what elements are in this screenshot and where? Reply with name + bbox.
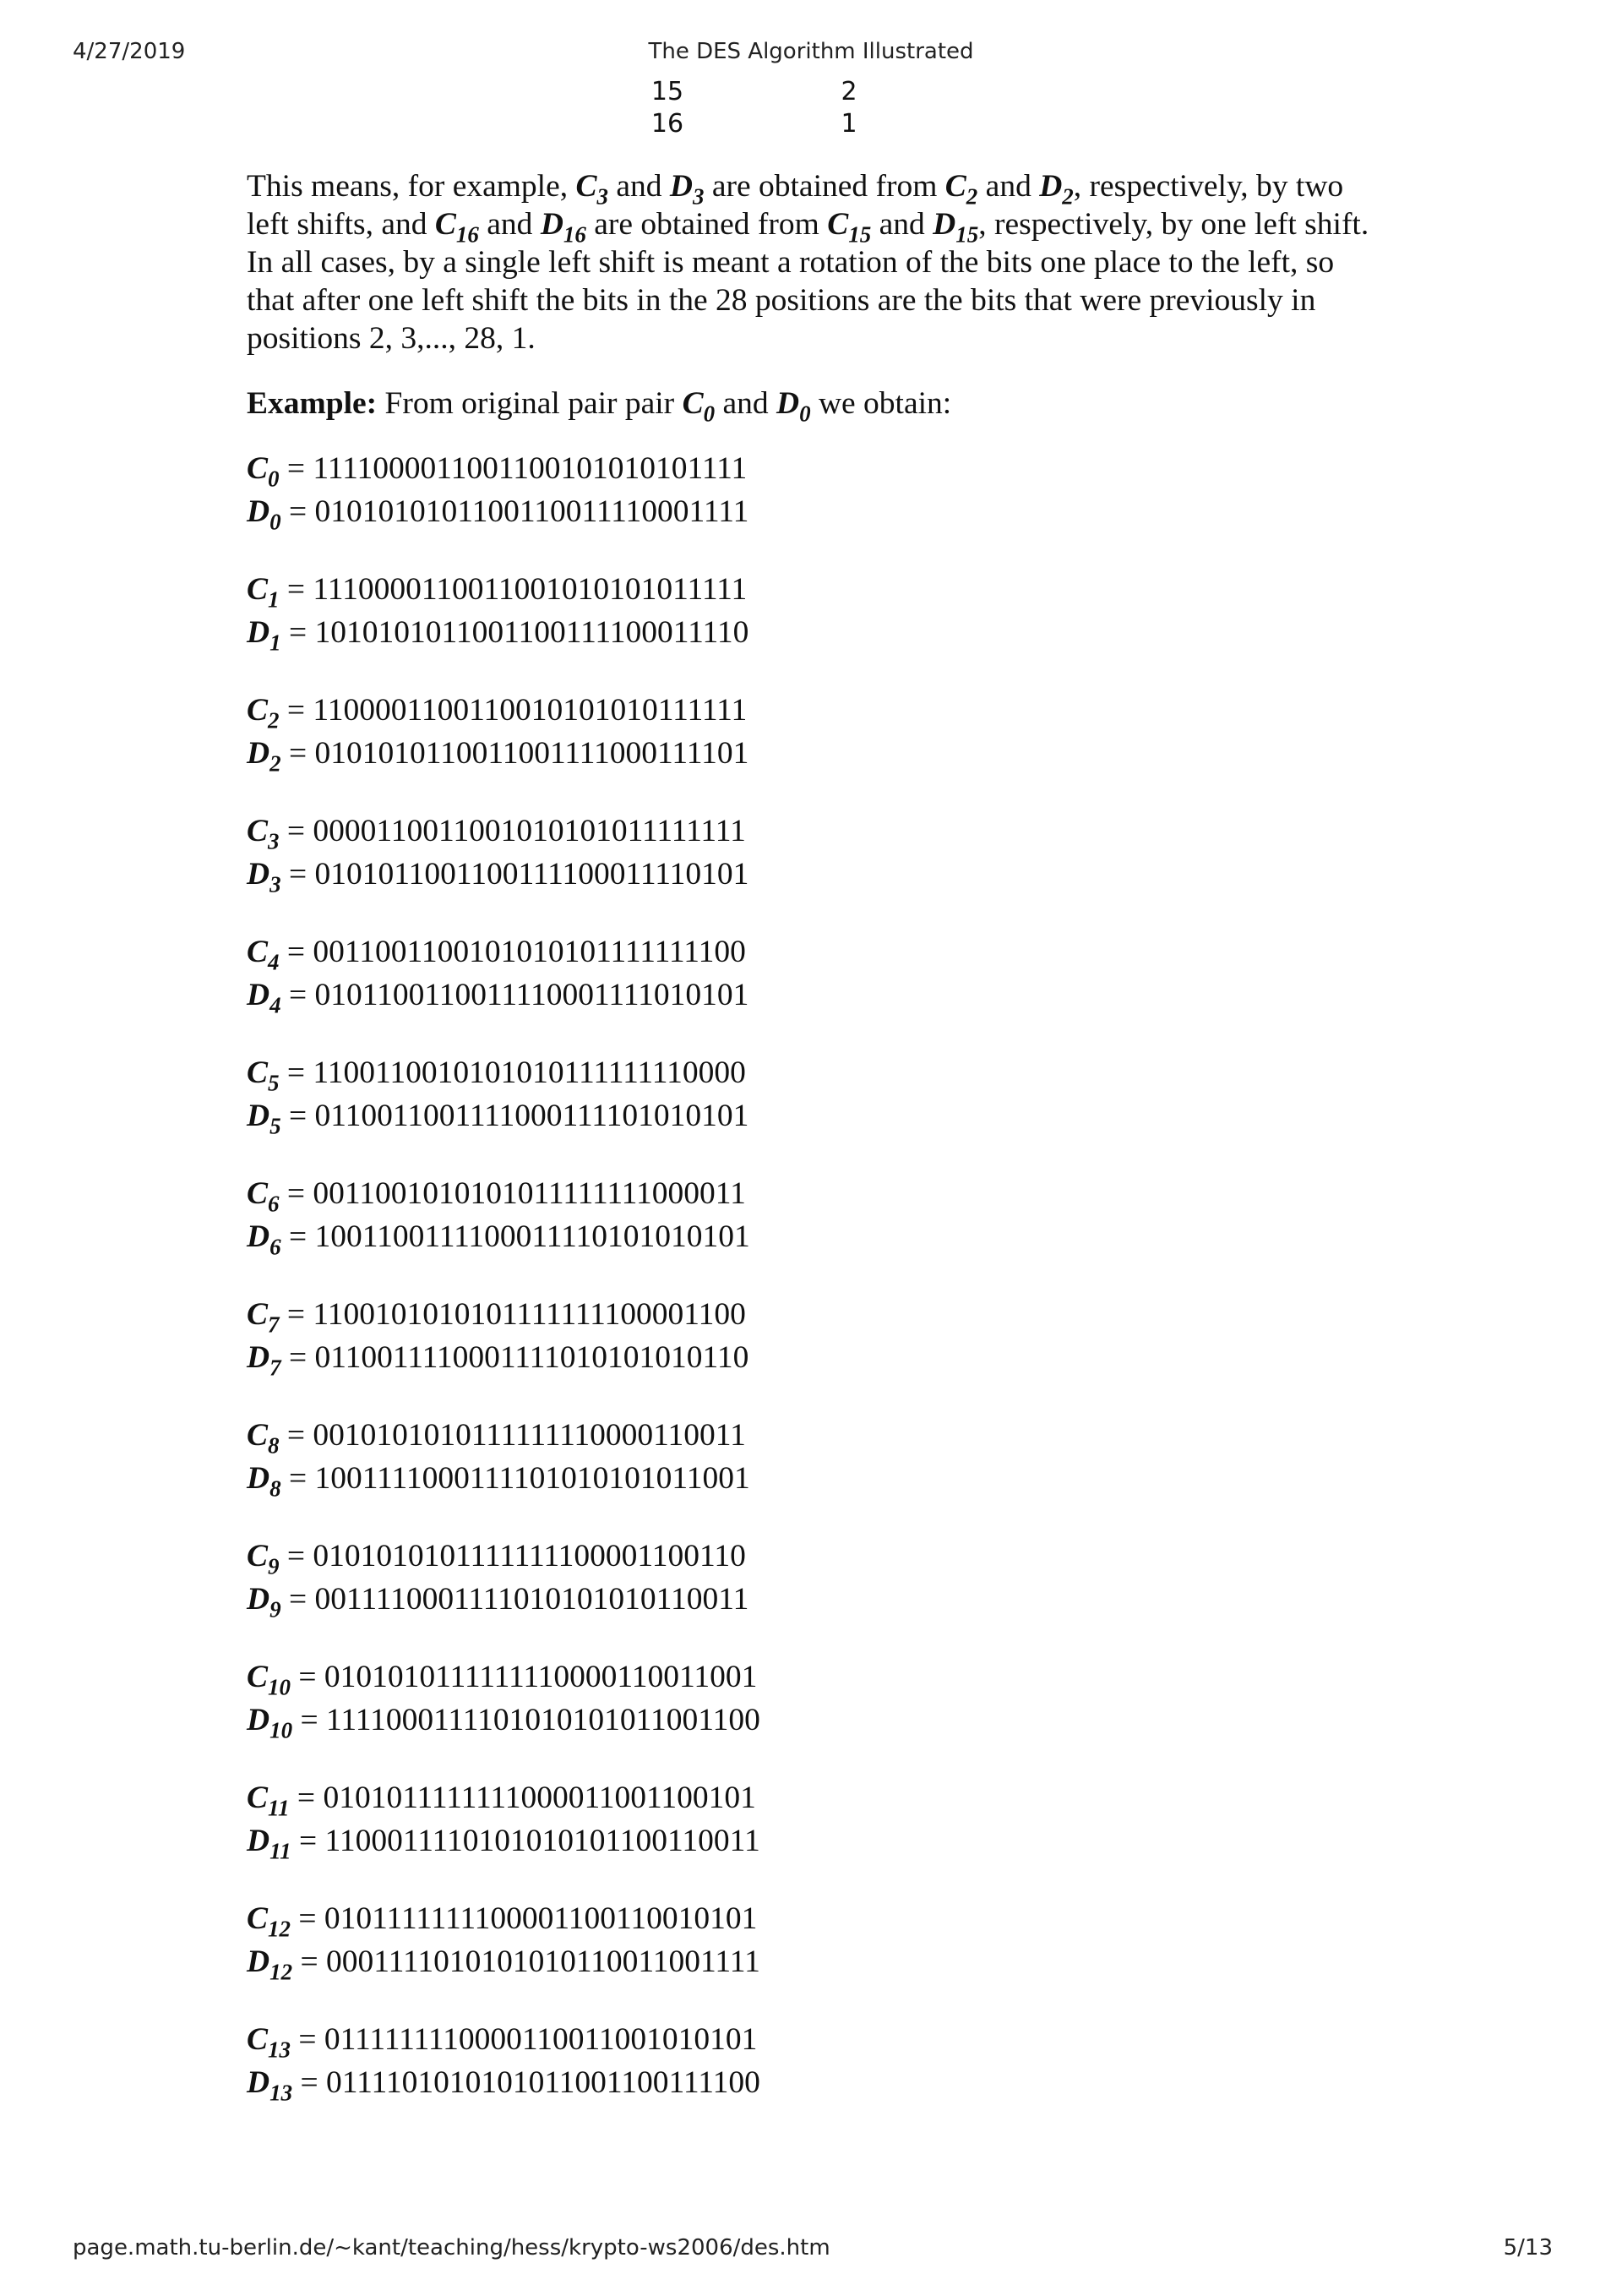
bit-string: 1010101011001100111100011110 xyxy=(314,615,749,650)
c-half-line: $C_7 = 1100101010101111111100001100$ xyxy=(247,1297,746,1338)
bit-string: 1001100111100011110101010101 xyxy=(314,1219,750,1254)
bit-string: 1001111000111101010101011001 xyxy=(314,1461,750,1496)
c-half-line: $C_2 = 1100001100110010101010111111$ xyxy=(247,693,748,734)
c-half-line: $C_{10} = 0101010111111110000110011001$ xyxy=(247,1660,758,1700)
key-half-pair xyxy=(247,810,1379,896)
bit-string: 0011001100101010101111111100 xyxy=(313,935,746,969)
key-half-pair xyxy=(247,930,1379,1017)
iteration-number: 16 xyxy=(650,109,684,139)
print-date: 4/27/2019 xyxy=(73,39,186,64)
bit-string: 1100011110101010101100110011 xyxy=(324,1824,760,1858)
bit-string: 0101010101111111100001100110 xyxy=(313,1539,746,1573)
key-half-pair xyxy=(247,1535,1379,1621)
bit-string: 0101011111111000011001100101 xyxy=(323,1781,756,1815)
d-half-line: $D_4 = 0101100110011110001111010101$ xyxy=(247,978,749,1018)
page-url: page.math.tu-berlin.de/~kant/teaching/hess/krypto-ws2006/des.htm xyxy=(73,2235,830,2261)
bit-string: 0101111111100001100110010101 xyxy=(324,1901,758,1936)
c-half-line: $C_{13} = 0111111110000110011001010101$ xyxy=(247,2022,758,2063)
bit-string: 0110011110001111010101010110 xyxy=(314,1340,749,1375)
d-half-line: $D_9 = 0011110001111010101010110011$ xyxy=(247,1582,749,1622)
bit-string: 0110011001111000111101010101 xyxy=(314,1099,749,1133)
c-half-line: $C_6 = 0011001010101011111111000011$ xyxy=(247,1176,746,1217)
bit-string: 0011001010101011111111000011 xyxy=(313,1176,746,1211)
key-half-pair xyxy=(247,1414,1379,1500)
d-half-line: $D_2 = 0101010110011001111000111101$ xyxy=(247,736,749,777)
bit-string: 0101010101100110011110001111 xyxy=(314,494,749,529)
bit-string: 1100001100110010101010111111 xyxy=(313,693,748,728)
key-half-pair xyxy=(247,1655,1379,1742)
bit-string: 0101010110011001111000111101 xyxy=(314,736,749,771)
key-half-pair xyxy=(247,689,1379,775)
d-half-line: $D_{12} = 0001111010101010110011001111$ xyxy=(247,1944,760,1985)
example-heading: Example: From original pair pair $C_0$ and $D_0$ we obtain: xyxy=(247,386,952,427)
bit-string: 1111000011001100101010101111 xyxy=(313,451,748,486)
key-half-pair xyxy=(247,1293,1379,1379)
bit-string: 1110000110011001010101011111 xyxy=(313,572,748,607)
c-half-line: $C_{11} = 0101011111111000011001100101$ xyxy=(247,1781,756,1821)
c-half-line: $C_3 = 0000110011001010101011111111$ xyxy=(247,814,746,854)
bit-string: 0101010111111110000110011001 xyxy=(324,1660,758,1694)
main-content xyxy=(247,167,1379,2139)
c-half-line: $C_4 = 0011001100101010101111111100$ xyxy=(247,935,746,975)
d-half-line: $D_3 = 0101011001100111100011110101$ xyxy=(247,857,749,897)
page-title: The DES Algorithm Illustrated xyxy=(648,39,974,64)
c-half-line: $C_8 = 0010101010111111110000110011$ xyxy=(247,1418,746,1459)
c-half-line: $C_5 = 1100110010101010111111110000$ xyxy=(247,1055,746,1096)
d-half-line: $D_0 = 0101010101100110011110001111$ xyxy=(247,494,749,535)
bit-string: 0010101010111111110000110011 xyxy=(313,1418,746,1453)
c-half-line: $C_9 = 0101010101111111100001100110$ xyxy=(247,1539,746,1579)
d-half-line: $D_{13} = 0111101010101011001100111100$ xyxy=(247,2065,760,2106)
d-half-line: $D_5 = 0110011001111000111101010101$ xyxy=(247,1099,749,1139)
bit-string: 0101011001100111100011110101 xyxy=(314,857,749,892)
bit-string: 0111111110000110011001010101 xyxy=(324,2022,758,2057)
d-half-line: $D_1 = 1010101011001100111100011110$ xyxy=(247,615,749,656)
explanation-paragraph: This means, for example, $C_3$ and $D_3$ are obtained from $C_2$ and $D_2$, respectively, by two left shifts, and $C_{16}$ and $D_{16}$ are obtained from $C_{15}$ and $D_{15}$, respectively, by one left shift. In all cases, by a single left shift is meant a rotation of the bits one place to the left, so that after one left shift the bits in the 28 positions are the bits that were previously in positions 2, 3,..., 28, 1. xyxy=(247,169,1369,356)
d-half-line: $D_{10} = 1111000111101010101011001100$ xyxy=(247,1703,760,1743)
bit-string: 1111000111101010101011001100 xyxy=(326,1703,760,1737)
key-half-pair xyxy=(247,1776,1379,1862)
key-half-pair xyxy=(247,1897,1379,1983)
d-half-line: $D_6 = 1001100111100011110101010101$ xyxy=(247,1219,750,1260)
bit-string: 0101100110011110001111010101 xyxy=(314,978,749,1012)
key-halves-list xyxy=(247,447,1379,2104)
d-half-line: $D_{11} = 1100011110101010101100110011$ xyxy=(247,1824,760,1864)
key-half-pair xyxy=(247,447,1379,533)
key-half-pair xyxy=(247,568,1379,654)
c-half-line: $C_0 = 1111000011001100101010101111$ xyxy=(247,451,748,492)
key-half-pair xyxy=(247,1172,1379,1258)
d-half-line: $D_7 = 0110011110001111010101010110$ xyxy=(247,1340,749,1381)
c-half-line: $C_{12} = 0101111111100001100110010101$ xyxy=(247,1901,758,1942)
key-half-pair xyxy=(247,1051,1379,1137)
bit-string: 0001111010101010110011001111 xyxy=(326,1944,760,1979)
bit-string: 1100110010101010111111110000 xyxy=(313,1055,746,1090)
iteration-number: 15 xyxy=(650,77,684,106)
bit-string: 0000110011001010101011111111 xyxy=(313,814,746,848)
bit-string: 1100101010101111111100001100 xyxy=(313,1297,746,1332)
bit-string: 0011110001111010101010110011 xyxy=(314,1582,749,1617)
page-number: 5/13 xyxy=(1503,2235,1553,2261)
bit-string: 0111101010101011001100111100 xyxy=(326,2065,760,2100)
key-half-pair xyxy=(247,2018,1379,2104)
left-shift-count: 1 xyxy=(841,109,857,139)
c-half-line: $C_1 = 1110000110011001010101011111$ xyxy=(247,572,748,613)
left-shift-count: 2 xyxy=(841,77,857,106)
d-half-line: $D_8 = 1001111000111101010101011001$ xyxy=(247,1461,750,1502)
